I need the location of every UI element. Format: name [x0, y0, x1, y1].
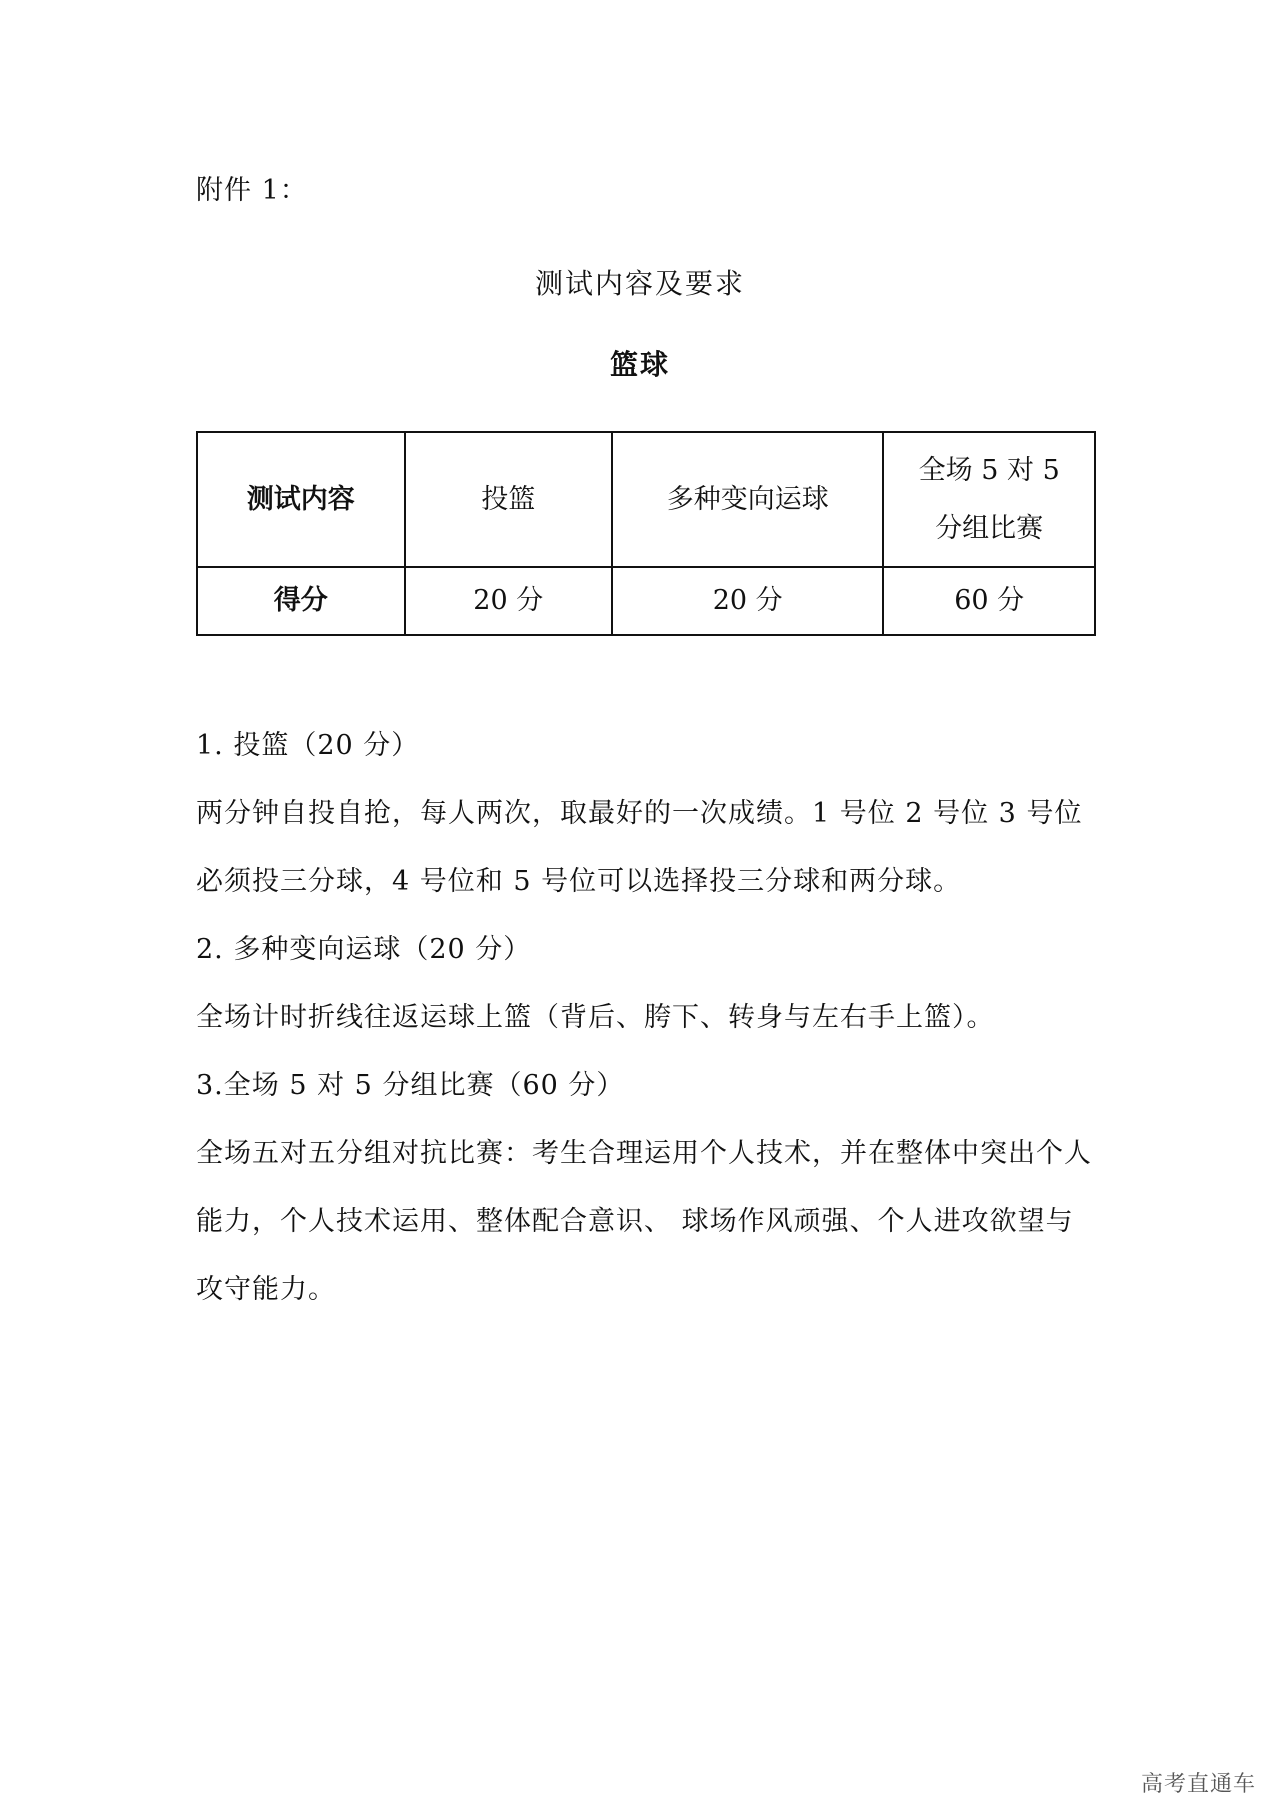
paragraph-shooting: 两分钟自投自抢，每人两次，取最好的一次成绩。1 号位 2 号位 3 号位必须投三分球，4 号位和 5 号位可以选择投三分球和两分球。 [196, 798, 1083, 897]
table-cell-header: 得分 [197, 567, 405, 635]
score-table [196, 431, 1096, 636]
table-row-test-items [197, 432, 1095, 567]
table-cell-header: 测试内容 [197, 432, 405, 567]
item-heading-dribbling: 2. 多种变向运球（20 分） [196, 934, 532, 965]
paragraph-match: 全场五对五分组对抗比赛：考生合理运用个人技术，并在整体中突出个人能力，个人技术运用、整体配合意识、 球场作风顽强、个人进攻欲望与攻守能力。 [196, 1138, 1092, 1305]
document-title: 测试内容及要求 [534, 267, 745, 300]
table-cell: 投篮 [405, 432, 613, 567]
watermark: 高考直通车 [1140, 1772, 1256, 1797]
table-cell: 60 分 [883, 567, 1095, 635]
section-title: 篮球 [609, 348, 670, 381]
paragraph-dribbling: 全场计时折线往返运球上篮（背后、胯下、转身与左右手上篮）。 [196, 1002, 995, 1033]
table-cell: 全场 5 对 5 分组比赛 [883, 432, 1095, 567]
table-row-scores [197, 567, 1095, 635]
table-cell: 20 分 [405, 567, 613, 635]
item-heading-shooting: 1. 投篮（20 分） [196, 730, 420, 761]
body-text [196, 712, 1096, 1324]
attachment-label: 附件 1： [196, 175, 308, 206]
item-heading-match: 3.全场 5 对 5 分组比赛（60 分） [196, 1070, 625, 1101]
table-cell: 多种变向运球 [612, 432, 883, 567]
table-cell: 20 分 [612, 567, 883, 635]
